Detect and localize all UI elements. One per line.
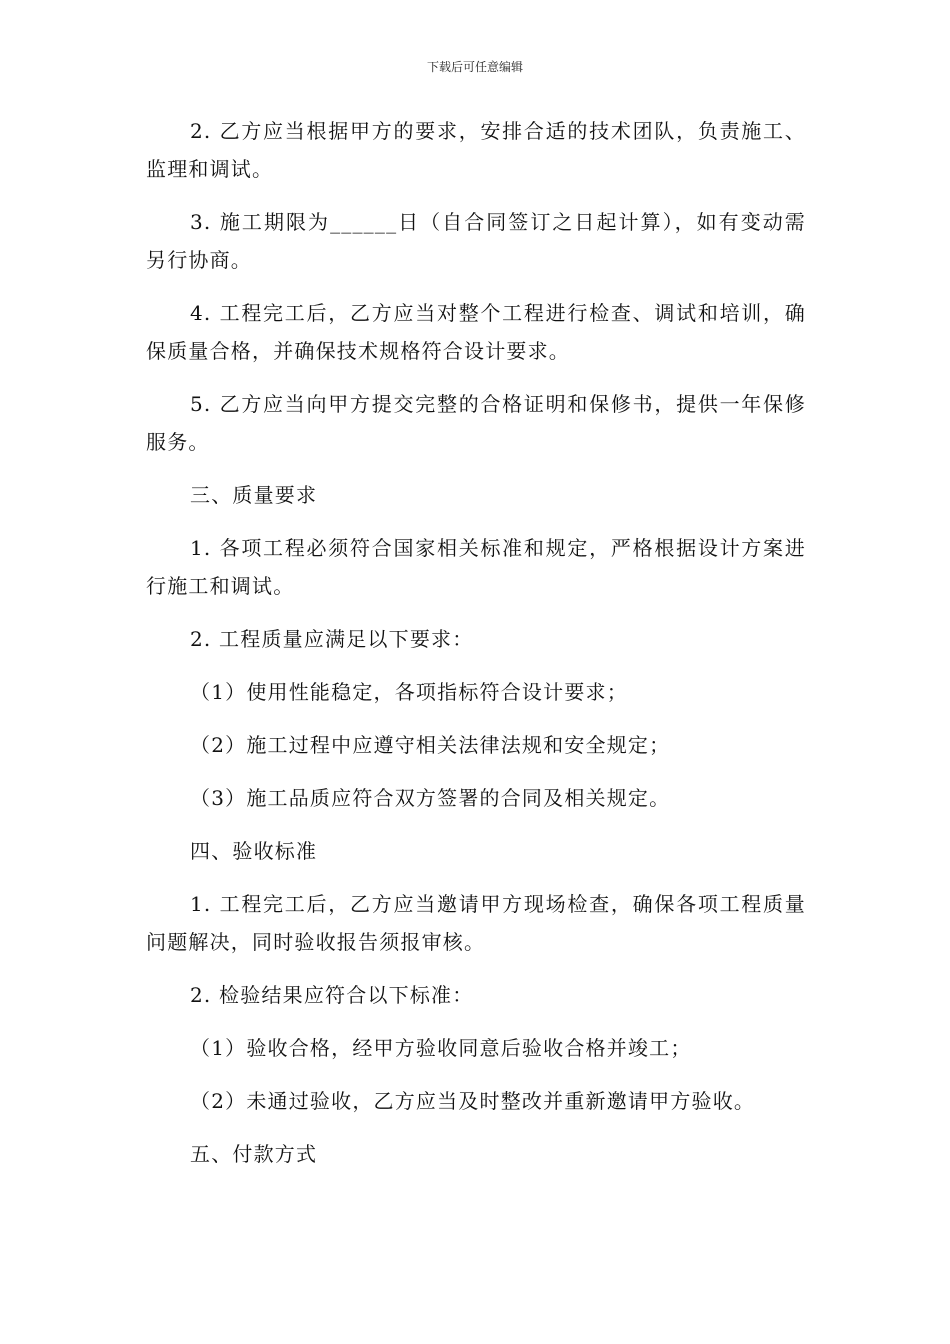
clause-4-2: 2. 检验结果应符合以下标准： [190, 983, 474, 1007]
clause-2-5: 5. 乙方应当向甲方提交完整的合格证明和保修书，提供一年保修服务。 [146, 392, 806, 454]
section-heading-quality: 三、质量要求 [190, 483, 318, 507]
document-body [146, 112, 806, 1188]
clause-3-2-3: （3）施工品质应符合双方签署的合同及相关规定。 [190, 786, 671, 810]
clause-3-2: 2. 工程质量应满足以下要求： [190, 627, 474, 651]
section-heading-acceptance: 四、验收标准 [190, 839, 318, 863]
clause-4-2-1: （1）验收合格，经甲方验收同意后验收合格并竣工； [190, 1036, 692, 1060]
section-heading-payment: 五、付款方式 [190, 1142, 318, 1166]
clause-3-1: 1. 各项工程必须符合国家相关标准和规定，严格根据设计方案进行施工和调试。 [146, 536, 806, 598]
clause-2-3: 3. 施工期限为______日（自合同签订之日起计算），如有变动需另行协商。 [146, 210, 806, 272]
header-note: 下载后可任意编辑 [426, 60, 523, 74]
clause-3-2-1: （1）使用性能稳定，各项指标符合设计要求； [190, 680, 628, 704]
clause-2-4: 4. 工程完工后，乙方应当对整个工程进行检查、调试和培训，确保质量合格，并确保技术规格符合设计要求。 [146, 301, 806, 363]
clause-2-2: 2. 乙方应当根据甲方的要求，安排合适的技术团队，负责施工、监理和调试。 [146, 119, 806, 181]
clause-4-1: 1. 工程完工后，乙方应当邀请甲方现场检查，确保各项工程质量问题解决，同时验收报告须报审核。 [146, 892, 806, 954]
clause-3-2-2: （2）施工过程中应遵守相关法律法规和安全规定； [190, 733, 671, 757]
clause-4-2-2: （2）未通过验收，乙方应当及时整改并重新邀请甲方验收。 [190, 1089, 756, 1113]
